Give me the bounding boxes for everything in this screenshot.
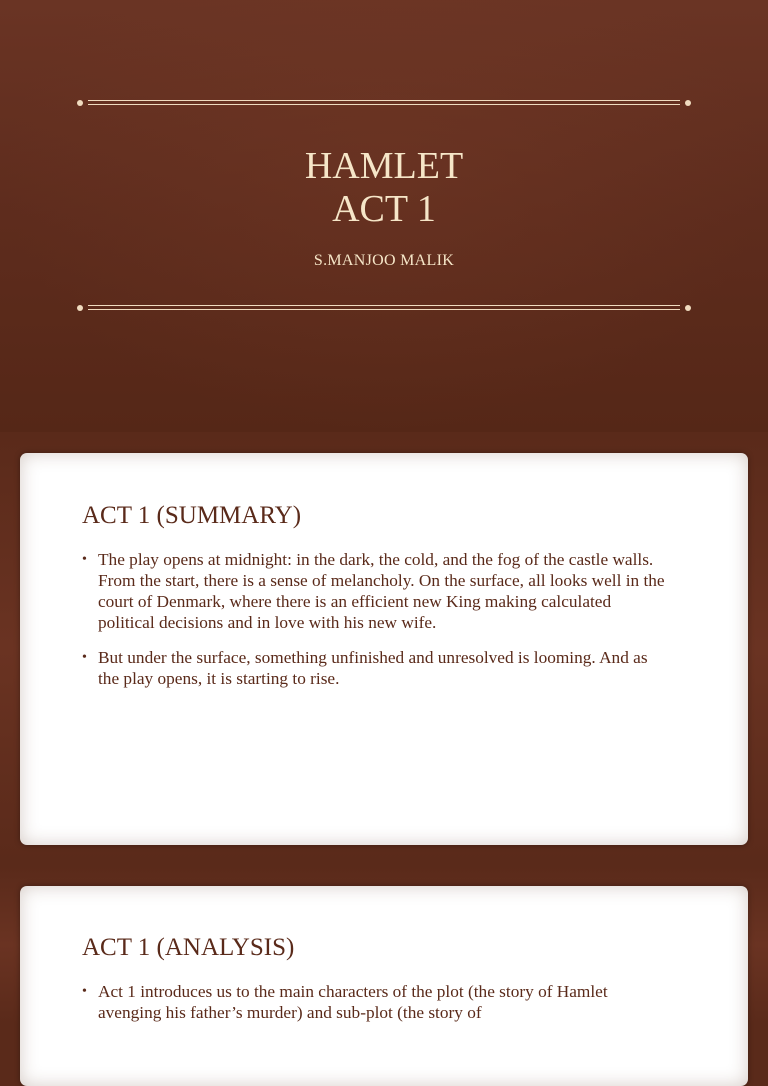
rule-end-dot [77,305,83,311]
bottom-ornament-rule [80,305,688,311]
summary-slide [20,453,748,845]
summary-bullet-list [82,549,672,703]
analysis-slide [20,886,748,1086]
rule-line [88,309,680,310]
presentation-title [0,145,768,231]
title-line-1: HAMLET [304,145,464,187]
list-item: • Act 1 introduces us to the main characters of the plot (the story of Hamlet avenging his father’s murder) and sub-plot (the story of [82,981,672,1023]
title-line-2: ACT 1 [332,188,436,230]
title-slide [0,0,768,432]
summary-heading: ACT 1 (SUMMARY) [82,502,302,529]
list-item: • The play opens at midnight: in the dark, the cold, and the fog of the castle walls. From the start, there is a sense of melancholy. On the surface, all looks well in the court of Denmark, where there is an efficient new King making calculated political decisions and in love with his new wife. [82,549,672,633]
analysis-bullet-list [82,981,672,1037]
rule-end-dot [77,100,83,106]
rule-line [88,305,680,306]
author-subtitle: S.MANJOO MALIK [313,252,455,269]
top-ornament-rule [80,100,688,106]
rule-end-dot [685,100,691,106]
rule-line [88,104,680,105]
rule-end-dot [685,305,691,311]
analysis-heading: ACT 1 (ANALYSIS) [82,934,295,961]
rule-line [88,100,680,101]
list-item: • But under the surface, something unfinished and unresolved is looming. And as the play opens, it is starting to rise. [82,647,672,689]
